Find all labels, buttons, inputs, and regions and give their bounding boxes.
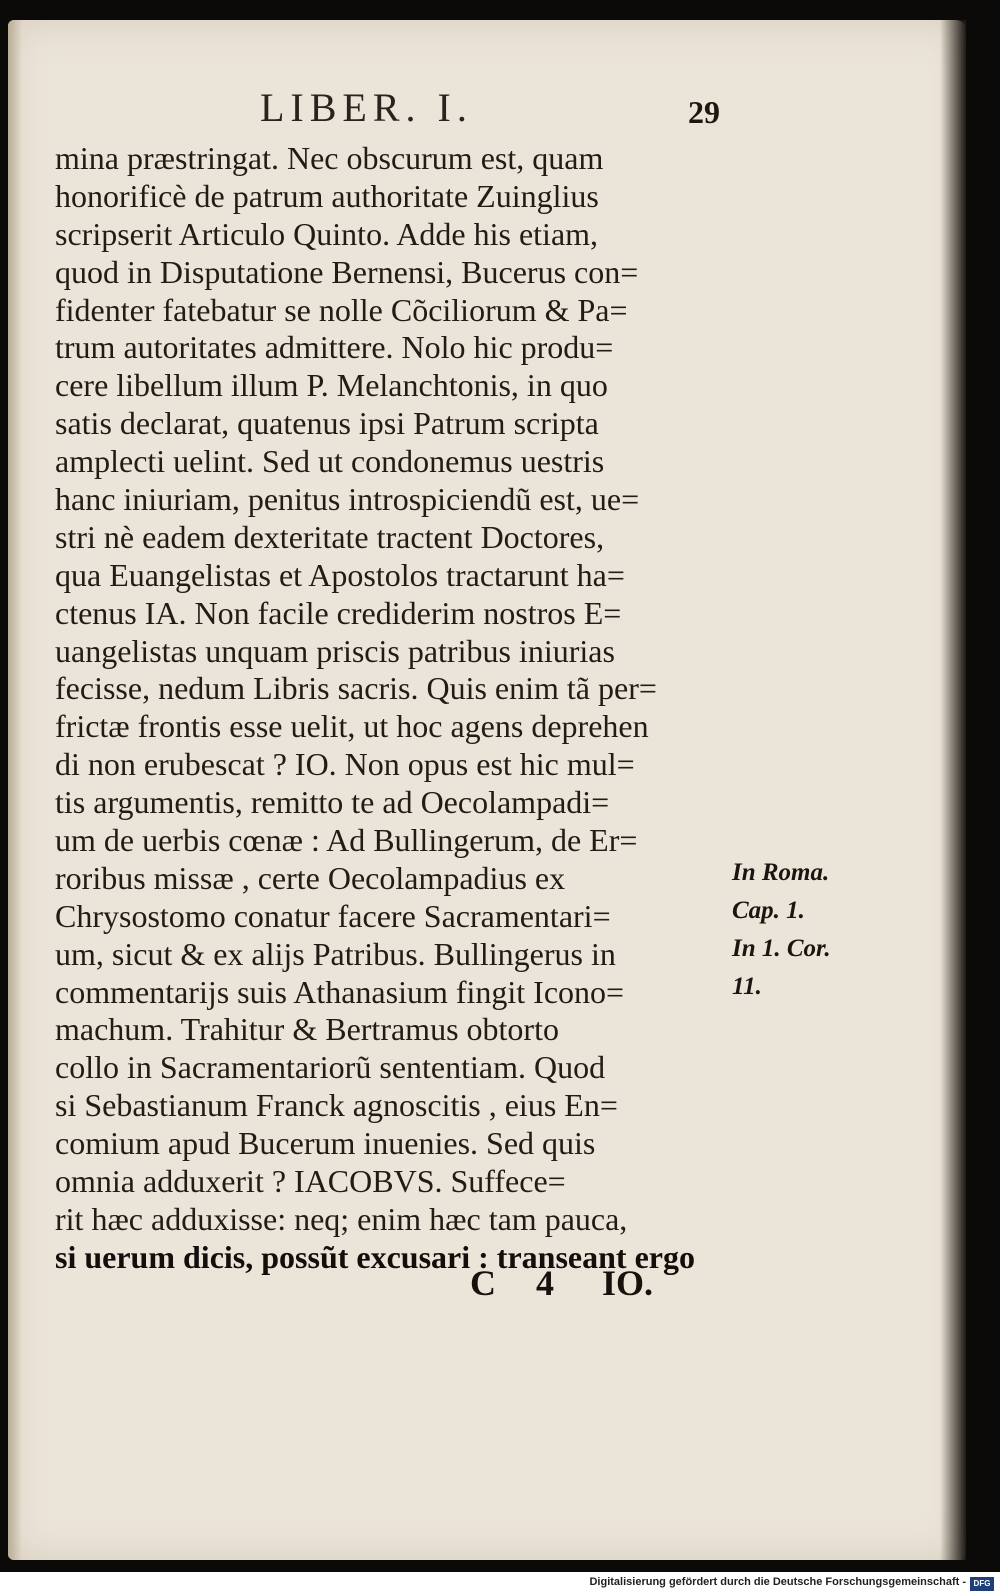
funding-credit: Digitalisierung gefördert durch die Deutsche Forschungsgemeinschaft -	[589, 1576, 966, 1588]
running-head: LIBER. I.	[260, 85, 473, 130]
catchword: IO.	[602, 1263, 654, 1303]
text-line: si uerum dicis, possũt excusari : transeant ergo	[55, 1238, 695, 1275]
marginal-note: In 1. Cor.	[732, 935, 831, 962]
text-line: um, sicut & ex alijs Patribus. Bullingerus in	[55, 935, 616, 972]
signature-mark: C	[470, 1263, 496, 1303]
marginalia	[732, 854, 831, 1006]
text-line: collo in Sacramentariorũ sententiam. Quod	[55, 1049, 606, 1086]
text-line: um de uerbis cœnæ : Ad Bullingerum, de Er=	[55, 822, 638, 859]
text-line: satis declarat, quatenus ipsi Patrum scripta	[55, 405, 599, 442]
marginal-note: In Roma.	[732, 859, 830, 886]
text-line: rit hæc adduxisse: neq; enim hæc tam pauca,	[55, 1200, 628, 1237]
text-line: commentarijs suis Athanasium fingit Icono=	[55, 973, 625, 1010]
text-line: uangelistas unquam priscis patribus iniurias	[55, 632, 615, 669]
page-number: 29	[688, 94, 720, 130]
text-line: trum autoritates admittere. Nolo hic produ=	[55, 329, 614, 366]
text-line: di non erubescat ? IO. Non opus est hic mul=	[55, 746, 635, 783]
text-line: qua Euangelistas et Apostolos tractarunt ha=	[55, 556, 625, 593]
text-line: stri nè eadem dexteritate tractent Doctores,	[55, 518, 605, 555]
text-line: mina præstringat. Nec obscurum est, quam	[55, 140, 604, 176]
text-line: omnia adduxerit ? IACOBVS. Suffece=	[55, 1163, 566, 1200]
text-line: fecisse, nedum Libris sacris. Quis enim tã per=	[55, 670, 657, 707]
text-line: hanc iniuriam, penitus introspiciendũ est, ue=	[55, 481, 640, 518]
marginal-note: Cap. 1.	[732, 897, 805, 924]
text-line: roribus missæ , certe Oecolampadius ex	[55, 859, 566, 896]
text-line: frictæ frontis esse uelit, ut hoc agens deprehen	[55, 708, 649, 745]
text-line: amplecti uelint. Sed ut condonemus uestris	[55, 443, 605, 480]
text-line: machum. Trahitur & Bertramus obtorto	[55, 1011, 559, 1048]
dfg-logo-icon: DFG	[970, 1577, 994, 1591]
text-line: quod in Disputatione Bernensi, Bucerus con=	[55, 253, 639, 290]
footer-bar	[0, 1572, 1000, 1596]
text-line: Chrysostomo conatur facere Sacramentari=	[55, 897, 611, 934]
body-text	[55, 140, 745, 1277]
text-line: si Sebastianum Franck agnoscitis , eius En=	[55, 1087, 618, 1124]
text-line: honorificè de patrum authoritate Zuinglius	[55, 177, 599, 214]
page-shadow-right	[940, 20, 966, 1560]
text-line: fidenter fatebatur se nolle Cõciliorum & Pa=	[55, 291, 628, 328]
text-line: tis argumentis, remitto te ad Oecolampadi=	[55, 784, 610, 821]
text-line: cere libellum illum P. Melanchtonis, in quo	[55, 367, 608, 404]
text-line: ctenus IA. Non facile crediderim nostros E=	[55, 594, 622, 631]
signature-line	[470, 1262, 653, 1304]
text-line: comium apud Bucerum inuenies. Sed quis	[55, 1125, 596, 1162]
marginal-note: 11.	[732, 973, 762, 1000]
signature-number: 4	[536, 1263, 554, 1303]
page-shadow-left	[8, 20, 22, 1560]
text-line: scripserit Articulo Quinto. Adde his etiam,	[55, 215, 599, 252]
